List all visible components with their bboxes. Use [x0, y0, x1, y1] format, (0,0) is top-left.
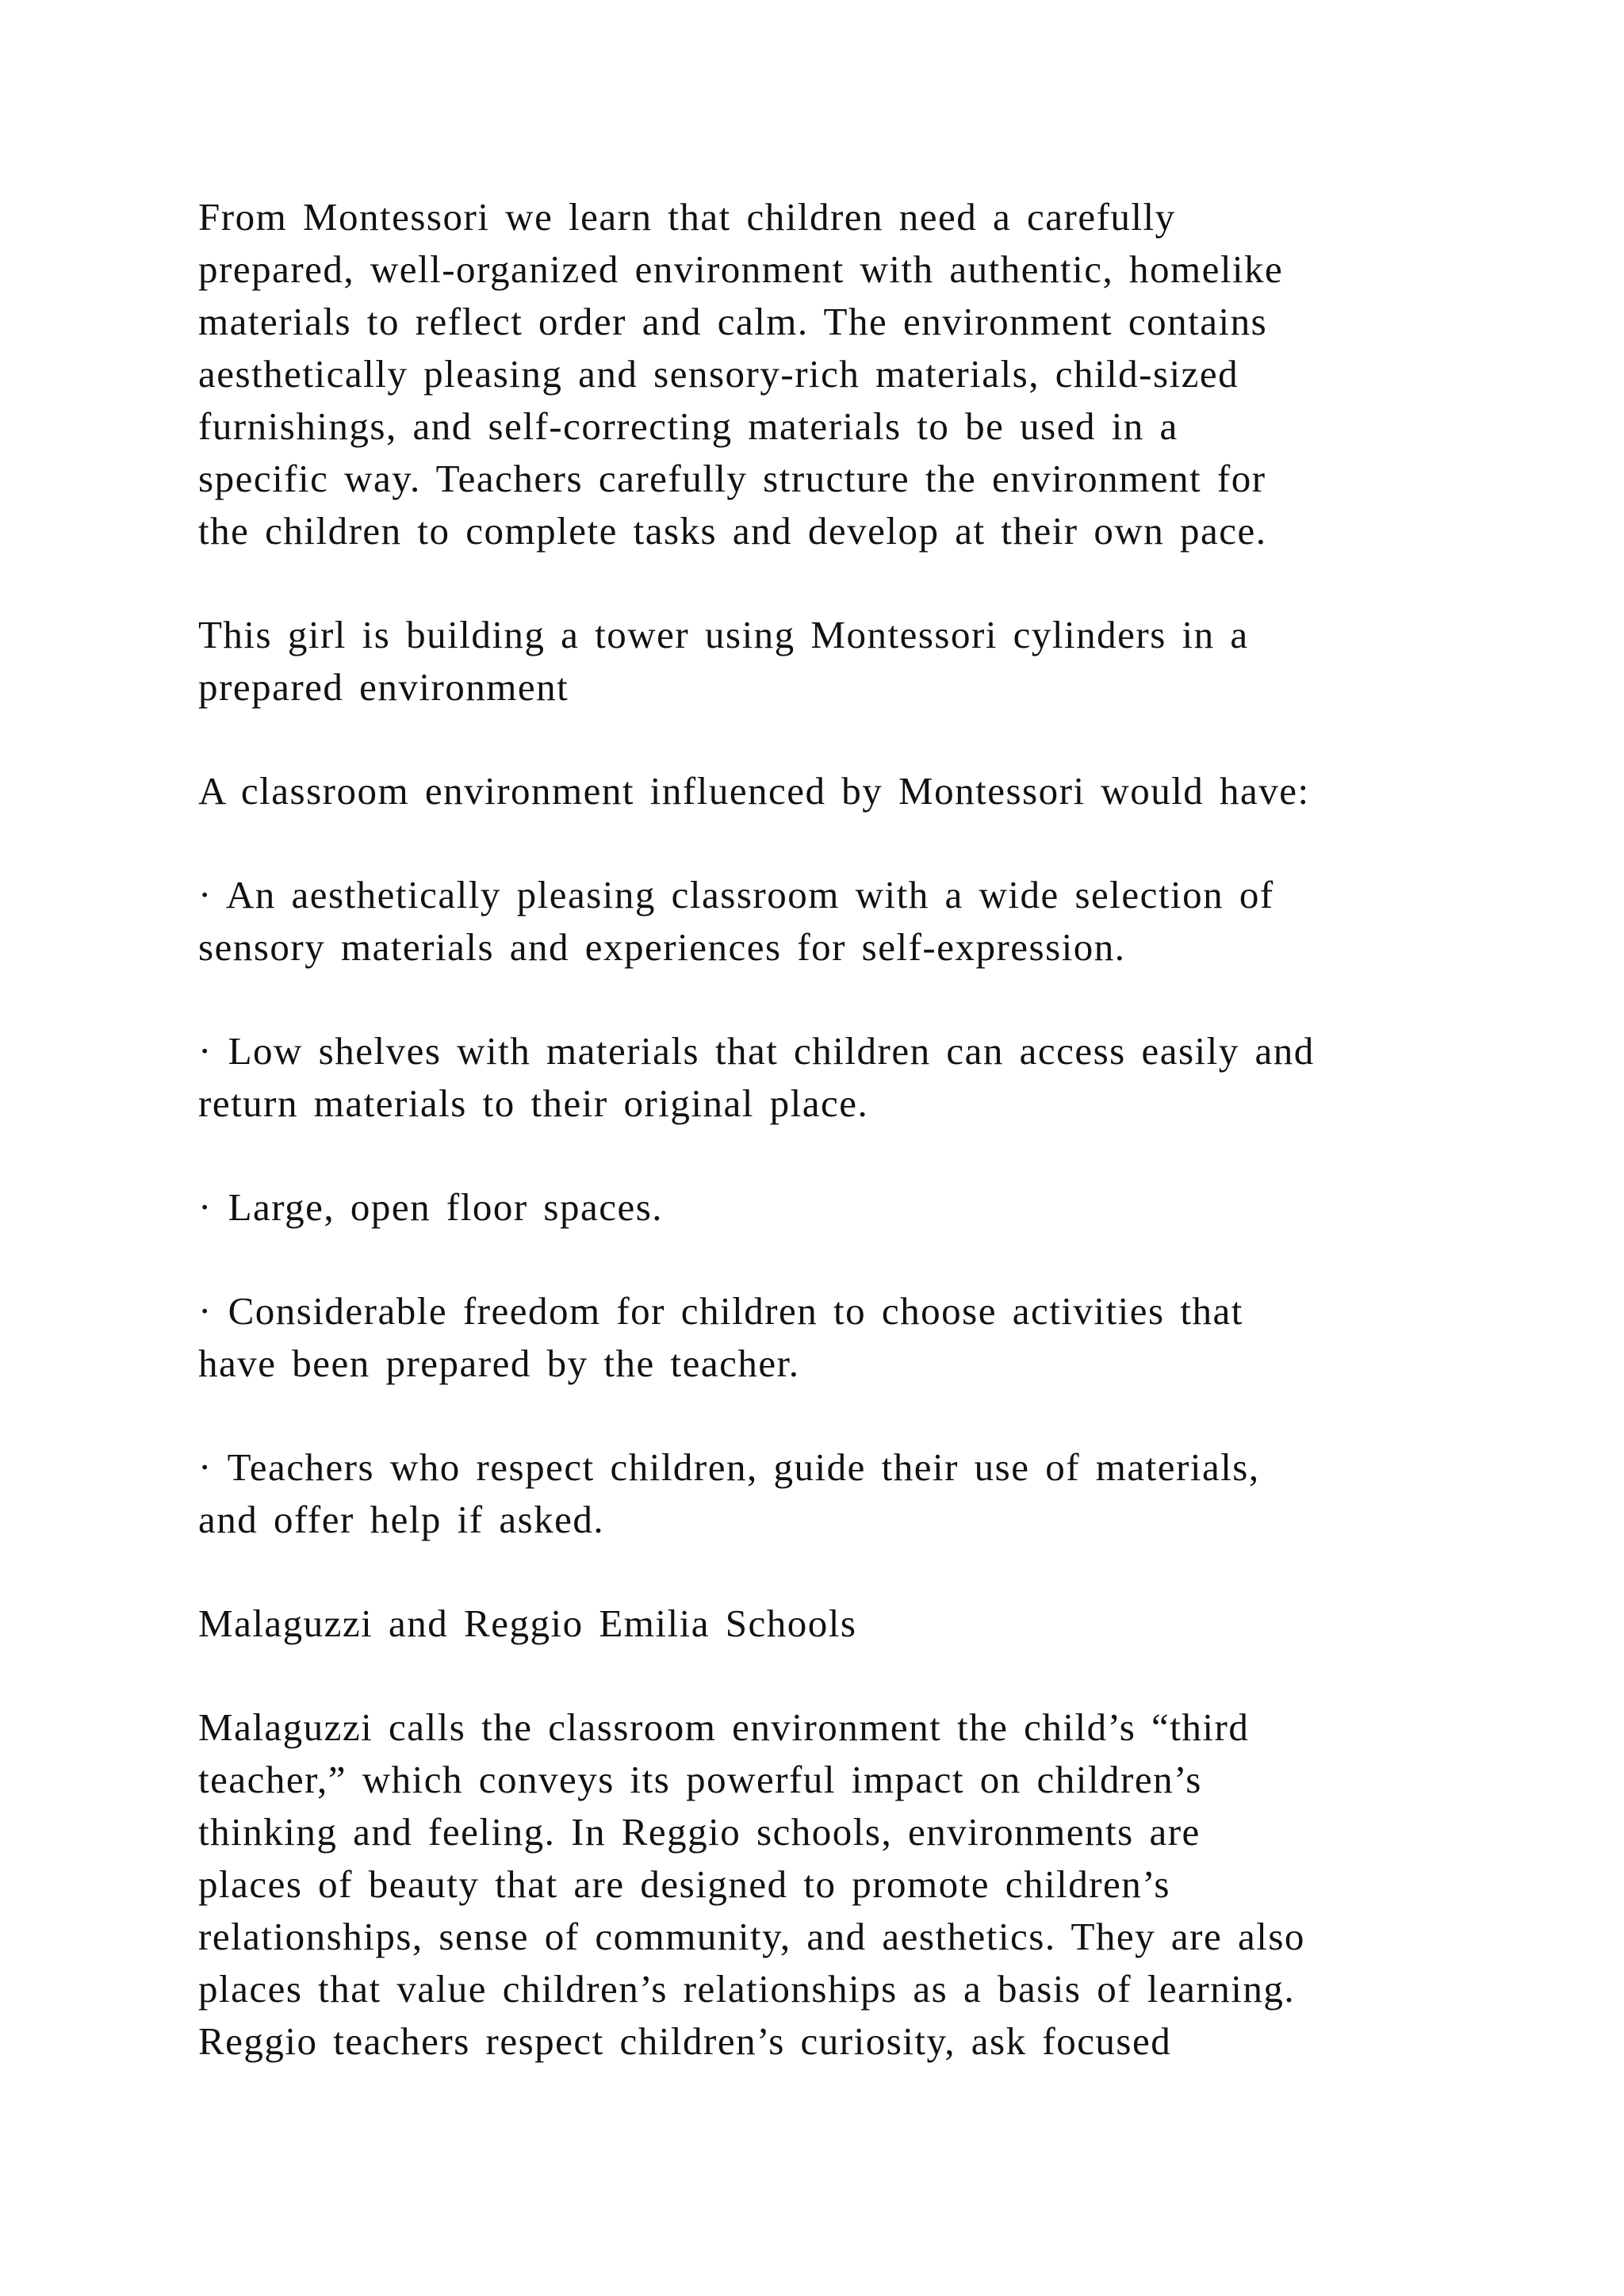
paragraph-montessori-intro — [198, 191, 1515, 557]
bullet-item-low-shelves — [198, 1025, 1515, 1130]
text-line: · Large, open floor spaces. — [198, 1185, 664, 1229]
section-heading-reggio — [198, 1598, 1515, 1650]
text-line: · Low shelves with materials that children can access easily and — [198, 1029, 1315, 1073]
bullet-item-aesthetic-classroom — [198, 869, 1515, 974]
text-line: prepared environment — [198, 665, 569, 709]
text-line: places that value children’s relationships as a basis of learning. — [198, 1967, 1296, 2011]
text-line: places of beauty that are designed to promote children’s — [198, 1862, 1170, 1906]
paragraph-list-intro — [198, 765, 1515, 817]
paragraph-image-caption — [198, 609, 1515, 714]
text-line: · Teachers who respect children, guide their use of materials, — [198, 1445, 1260, 1489]
bullet-item-floor-spaces — [198, 1181, 1515, 1234]
text-line: relationships, sense of community, and aesthetics. They are also — [198, 1915, 1305, 1958]
text-line: specific way. Teachers carefully structure the environment for — [198, 457, 1266, 500]
text-line: furnishings, and self-correcting materials to be used in a — [198, 404, 1178, 448]
text-line: Malaguzzi and Reggio Emilia Schools — [198, 1601, 857, 1645]
text-line: sensory materials and experiences for self-expression. — [198, 925, 1126, 969]
text-line: and offer help if asked. — [198, 1498, 605, 1541]
text-line: Malaguzzi calls the classroom environment the child’s “third — [198, 1705, 1250, 1749]
text-line: · An aesthetically pleasing classroom with a wide selection of — [198, 873, 1274, 916]
text-line: · Considerable freedom for children to choose activities that — [198, 1289, 1243, 1333]
text-line: prepared, well-organized environment with authentic, homelike — [198, 247, 1284, 291]
text-line: A classroom environment influenced by Montessori would have: — [198, 769, 1310, 813]
bullet-item-freedom — [198, 1285, 1515, 1390]
paragraph-reggio-environment — [198, 1701, 1515, 2068]
document-body — [198, 191, 1515, 2068]
text-line: have been prepared by the teacher. — [198, 1341, 800, 1385]
text-line: thinking and feeling. In Reggio schools, environments are — [198, 1810, 1201, 1854]
text-line: From Montessori we learn that children need a carefully — [198, 195, 1176, 239]
text-line: Reggio teachers respect children’s curiosity, ask focused — [198, 2019, 1172, 2063]
text-line: materials to reflect order and calm. The environment contains — [198, 300, 1268, 343]
text-line: teacher,” which conveys its powerful impact on children’s — [198, 1758, 1202, 1801]
text-line: This girl is building a tower using Montessori cylinders in a — [198, 613, 1249, 656]
text-line: the children to complete tasks and develop at their own pace. — [198, 509, 1267, 553]
bullet-item-teachers — [198, 1441, 1515, 1546]
text-line: return materials to their original place. — [198, 1081, 869, 1125]
text-line: aesthetically pleasing and sensory-rich materials, child-sized — [198, 352, 1239, 396]
